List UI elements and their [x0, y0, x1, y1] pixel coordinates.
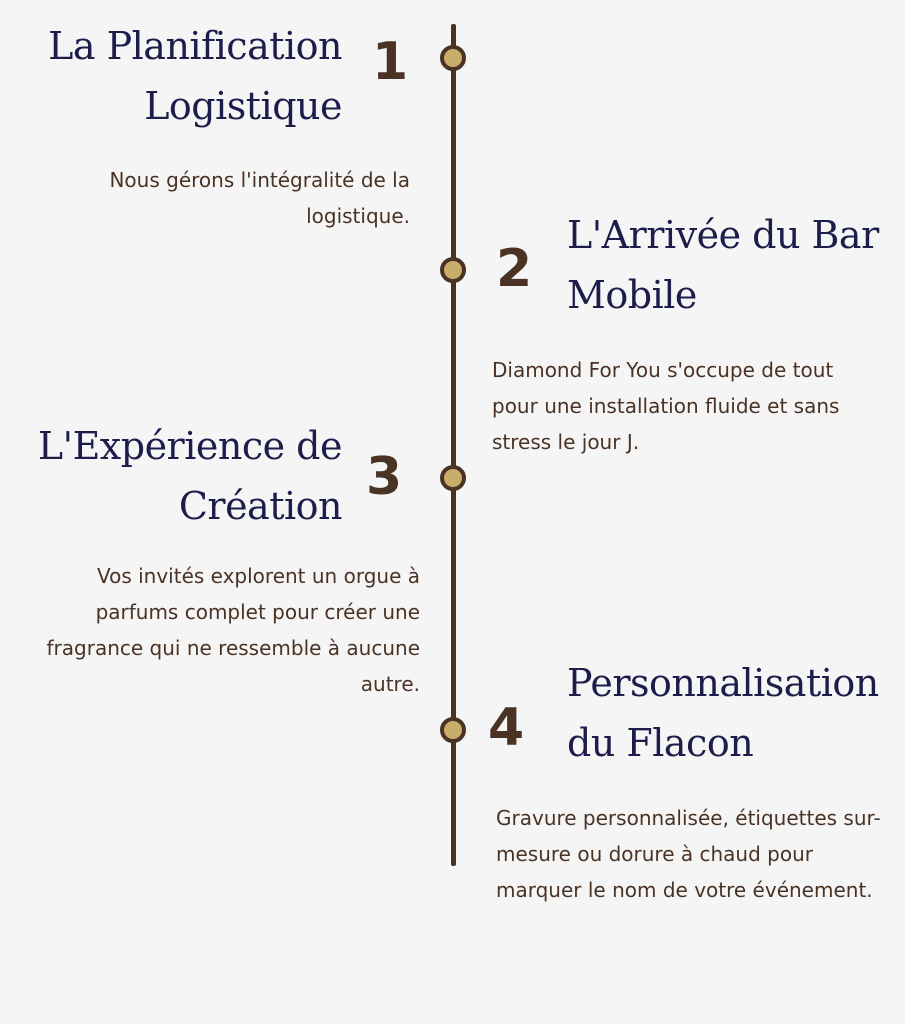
step-title-2: L'Arrivée du Bar Mobile [567, 213, 879, 317]
timeline-dot-4 [440, 717, 466, 743]
step-description-3: Vos invités explorent un orgue à parfums complet pour créer une fragrance qui ne ressemble à aucune autre. [46, 564, 420, 696]
step-number-1: 1 [372, 32, 409, 92]
step-number-4: 4 [488, 698, 525, 758]
step-title-1: La Planification Logistique [48, 24, 342, 128]
step-description-2: Diamond For You s'occupe de tout pour une installation fluide et sans stress le jour J. [492, 358, 840, 454]
timeline-dot-2 [440, 257, 466, 283]
step-title-3: L'Expérience de Création [37, 424, 342, 528]
step-description-1: Nous gérons l'intégralité de la logistique. [109, 168, 410, 228]
timeline-dot-1 [440, 45, 466, 71]
step-title-4: Personnalisation du Flacon [567, 661, 879, 765]
timeline-dot-3 [440, 465, 466, 491]
step-number-3: 3 [366, 447, 403, 507]
step-number-2: 2 [496, 239, 533, 299]
step-description-4: Gravure personnalisée, étiquettes sur-mesure ou dorure à chaud pour marquer le nom de votre événement. [496, 806, 881, 902]
